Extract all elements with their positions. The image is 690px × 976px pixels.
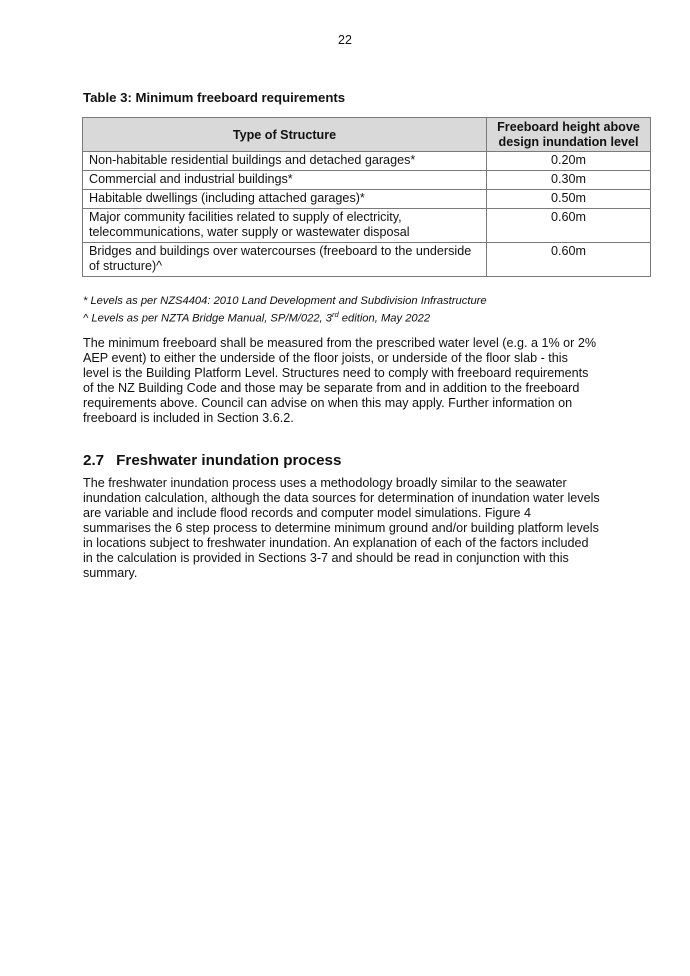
structure-type-cell — [83, 190, 487, 209]
freeboard-paragraph — [83, 336, 613, 426]
paragraph-line: in the calculation is provided in Sections 3-7 and should be read in conjunction with this — [83, 551, 569, 565]
page-number: 22 — [338, 33, 352, 47]
paragraph-line: freeboard is included in Section 3.6.2. — [83, 411, 294, 425]
table-row — [83, 243, 651, 277]
freeboard-value-cell: 0.50m — [487, 190, 651, 209]
header-freeboard-height-line2: design inundation level — [498, 135, 639, 149]
structure-type-text: Commercial and industrial buildings* — [89, 172, 293, 186]
freeboard-value-cell: 0.30m — [487, 171, 651, 190]
structure-type-text: telecommunications, water supply or wastewater disposal — [89, 225, 410, 239]
paragraph-line: summarises the 6 step process to determine minimum ground and/or building platform levels — [83, 521, 599, 535]
header-freeboard-height — [487, 118, 651, 152]
table-row — [83, 209, 651, 243]
paragraph-line: in locations subject to freshwater inundation. An explanation of each of the factors included — [83, 536, 589, 550]
section-number: 2.7 — [83, 452, 105, 469]
section-heading — [83, 452, 341, 469]
section-title: Freshwater inundation process — [116, 452, 342, 469]
table-row — [83, 152, 651, 171]
paragraph-line: inundation calculation, although the data sources for determination of inundation water levels — [83, 491, 600, 505]
footnote-nzta-text: ^ Levels as per NZTA Bridge Manual, SP/M/022, 3 — [83, 312, 332, 325]
footnote-nzta — [83, 308, 487, 326]
paragraph-line: of the NZ Building Code and those may be separate from and in addition to the freeboard — [83, 381, 580, 395]
freeboard-value-cell: 0.60m — [487, 209, 651, 243]
table-row — [83, 171, 651, 190]
paragraph-line: level is the Building Platform Level. Structures need to comply with freeboard requirements — [83, 366, 589, 380]
structure-type-cell — [83, 152, 487, 171]
structure-type-cell — [83, 171, 487, 190]
freshwater-paragraph — [83, 476, 613, 581]
structure-type-text: Non-habitable residential buildings and detached garages* — [89, 153, 416, 167]
table-footnotes — [83, 294, 487, 326]
table-row — [83, 190, 651, 209]
structure-type-text: Habitable dwellings (including attached garages)* — [89, 191, 365, 205]
structure-type-cell — [83, 243, 487, 277]
structure-type-text: Major community facilities related to supply of electricity, — [89, 210, 402, 224]
paragraph-line: AEP event) to either the underside of the floor joists, or underside of the floor slab - this — [83, 351, 568, 365]
paragraph-line: The minimum freeboard shall be measured from the prescribed water level (e.g. a 1% or 2% — [83, 336, 597, 350]
footnote-nzta-superscript: rd — [332, 310, 339, 319]
structure-type-text: Bridges and buildings over watercourses (freeboard to the underside — [89, 244, 472, 258]
header-type-of-structure: Type of Structure — [83, 118, 487, 152]
structure-type-cell — [83, 209, 487, 243]
footnote-nzs4404: * Levels as per NZS4404: 2010 Land Development and Subdivision Infrastructure — [83, 295, 487, 307]
structure-type-text: of structure)^ — [89, 259, 163, 273]
freeboard-table — [82, 117, 651, 277]
paragraph-line: are variable and include flood records and computer model simulations. Figure 4 — [83, 506, 532, 520]
freeboard-value-cell: 0.60m — [487, 243, 651, 277]
paragraph-line: requirements above. Council can advise on when this may apply. Further information on — [83, 396, 573, 410]
table-caption: Table 3: Minimum freeboard requirements — [83, 90, 346, 105]
paragraph-line: The freshwater inundation process uses a methodology broadly similar to the seawater — [83, 476, 567, 490]
header-freeboard-height-line1: Freeboard height above — [497, 120, 640, 134]
footnote-nzta-text-end: edition, May 2022 — [338, 312, 431, 325]
freeboard-value-cell: 0.20m — [487, 152, 651, 171]
table-header-row — [83, 118, 651, 152]
paragraph-line: summary. — [83, 566, 138, 580]
